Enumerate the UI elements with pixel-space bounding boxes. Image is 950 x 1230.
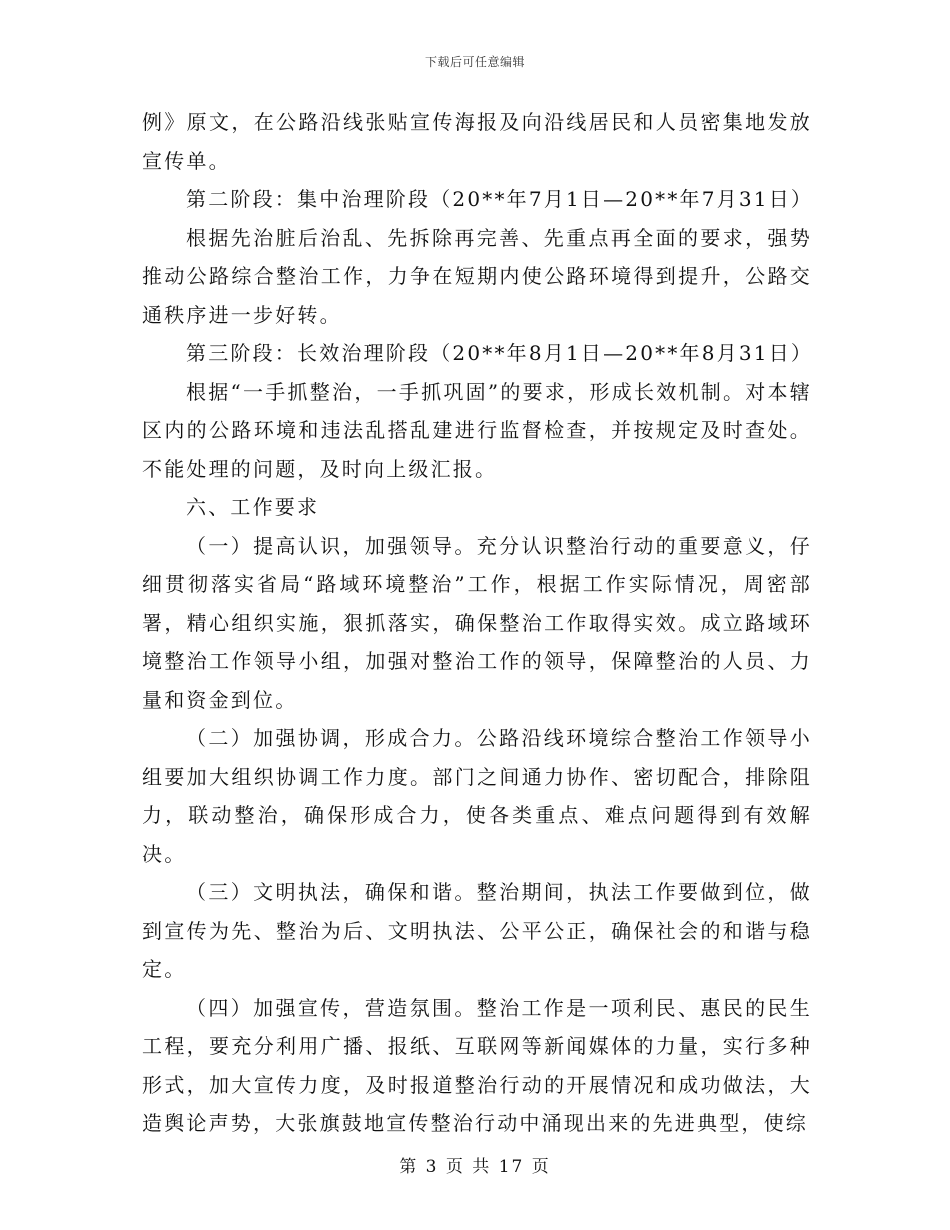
paragraph-stage-two-heading: 第二阶段：集中治理阶段（20**年7月1日—20**年7月31日） xyxy=(186,187,814,211)
paragraph-requirement-three: （三）文明执法，确保和谐。整治期间，执法工作要做到位，做到宣传为先、整治为后、文明执法、公平公正，确保社会的和谐与稳定。 xyxy=(142,880,812,981)
paragraph-stage-two-body: 根据先治脏后治乱、先拆除再完善、先重点再全面的要求，强势推动公路综合整治工作，力争在短期内使公路环境得到提升，公路交通秩序进一步好转。 xyxy=(142,225,812,327)
paragraph-continuation: 例》原文，在公路沿线张贴宣传海报及向沿线居民和人员密集地发放宣传单。 xyxy=(142,110,812,173)
paragraph-stage-three-heading: 第三阶段：长效治理阶段（20**年8月1日—20**年8月31日） xyxy=(186,341,814,365)
paragraph-requirement-one: （一）提高认识，加强领导。充分认识整治行动的重要意义，仔细贯彻落实省局“路域环境整治”工作，根据工作实际情况，周密部署，精心组织实施，狠抓落实，确保整治工作取得实效。成立路域环境整治工作领导小组，加强对整治工作的领导，保障整治的人员、力量和资金到位。 xyxy=(142,533,812,712)
paragraph-requirement-four: （四）加强宣传，营造氛围。整治工作是一项利民、惠民的民生工程，要充分利用广播、报纸、互联网等新闻媒体的力量，实行多种形式，加大宣传力度，及时报道整治行动的开展情况和成功做法，大造舆论声势，大张旗鼓地宣传整治行动中涌现出来的先进典型，使综 xyxy=(142,995,812,1135)
page-number-footer: 第 3 页 共 17 页 xyxy=(399,1157,551,1177)
page-header: 下载后可任意编辑 xyxy=(424,55,525,69)
section-heading-work-requirements: 六、工作要求 xyxy=(186,495,320,519)
paragraph-requirement-two: （二）加强协调，形成合力。公路沿线环境综合整治工作领导小组要加大组织协调工作力度。部门之间通力协作、密切配合，排除阻力，联动整治，确保形成合力，使各类重点、难点问题得到有效解决。 xyxy=(142,726,812,866)
document-body xyxy=(142,103,812,1143)
paragraph-stage-three-body: 根据“一手抓整治，一手抓巩固”的要求，形成长效机制。对本辖区内的公路环境和违法乱搭乱建进行监督检查，并按规定及时查处。不能处理的问题，及时向上级汇报。 xyxy=(142,379,812,481)
